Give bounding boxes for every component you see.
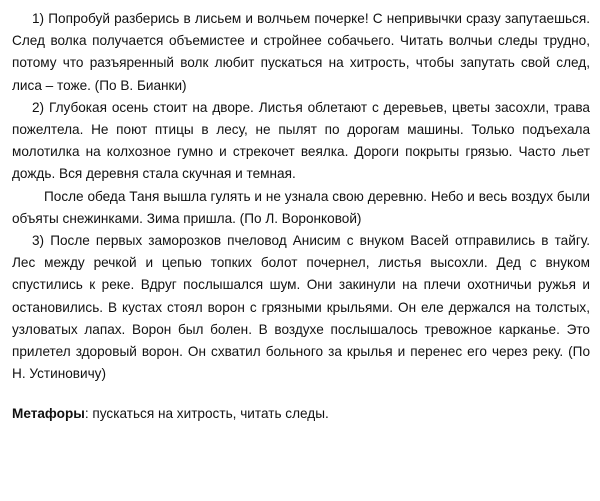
metaphors-line [12,403,590,425]
paragraph-1: 1) Попробуй разберись в лисьем и волчьем почерке! С непривычки сразу запутаешься. След волка получается объемистее и стройнее собачьего. Читать волчьи следы трудно, потому что разъяренный волк любит пускаться на хитрость, чтобы запутать свой след, лиса – тоже. (По В. Бианки) [12,11,590,93]
paragraph-4: 3) После первых заморозков пчеловод Анисим с внуком Васей отправились в тайгу. Лес между речкой и цепью топких болот почернел, листья высохли. Дед с внуком спустились к реке. Вдруг послышался шум. Они закинули на плечи охотничьи ружья и остановились. В кустах стоял ворон с грязными крыльями. Он еле держался на толстых, узловатых лапах. Ворон был болен. В воздухе послышалось тревожное карканье. Это прилетел здоровый ворон. Он схватил больного за крылья и перенес его через реку. (По Н. Устиновичу) [12,233,590,382]
paragraph-2: 2) Глубокая осень стоит на дворе. Листья облетают с деревьев, цветы засохли, трава пожелтела. Не поют птицы в лесу, не пылят по дорогам машины. Только подъехала молотилка на колхозное гумно и стрекочет веялка. Дороги покрыты грязью. Часто льет дождь. Вся деревня стала скучная и темная. [12,99,590,182]
paragraph-3: После обеда Таня вышла гулять и не узнала свою деревню. Небо и весь воздух были объяты снежинками. Зима пришла. (По Л. Воронковой) [12,188,590,226]
metaphors-text: : пускаться на хитрость, читать следы. [84,406,329,422]
spacer [12,385,590,403]
metaphors-label: Метафоры [12,406,85,422]
